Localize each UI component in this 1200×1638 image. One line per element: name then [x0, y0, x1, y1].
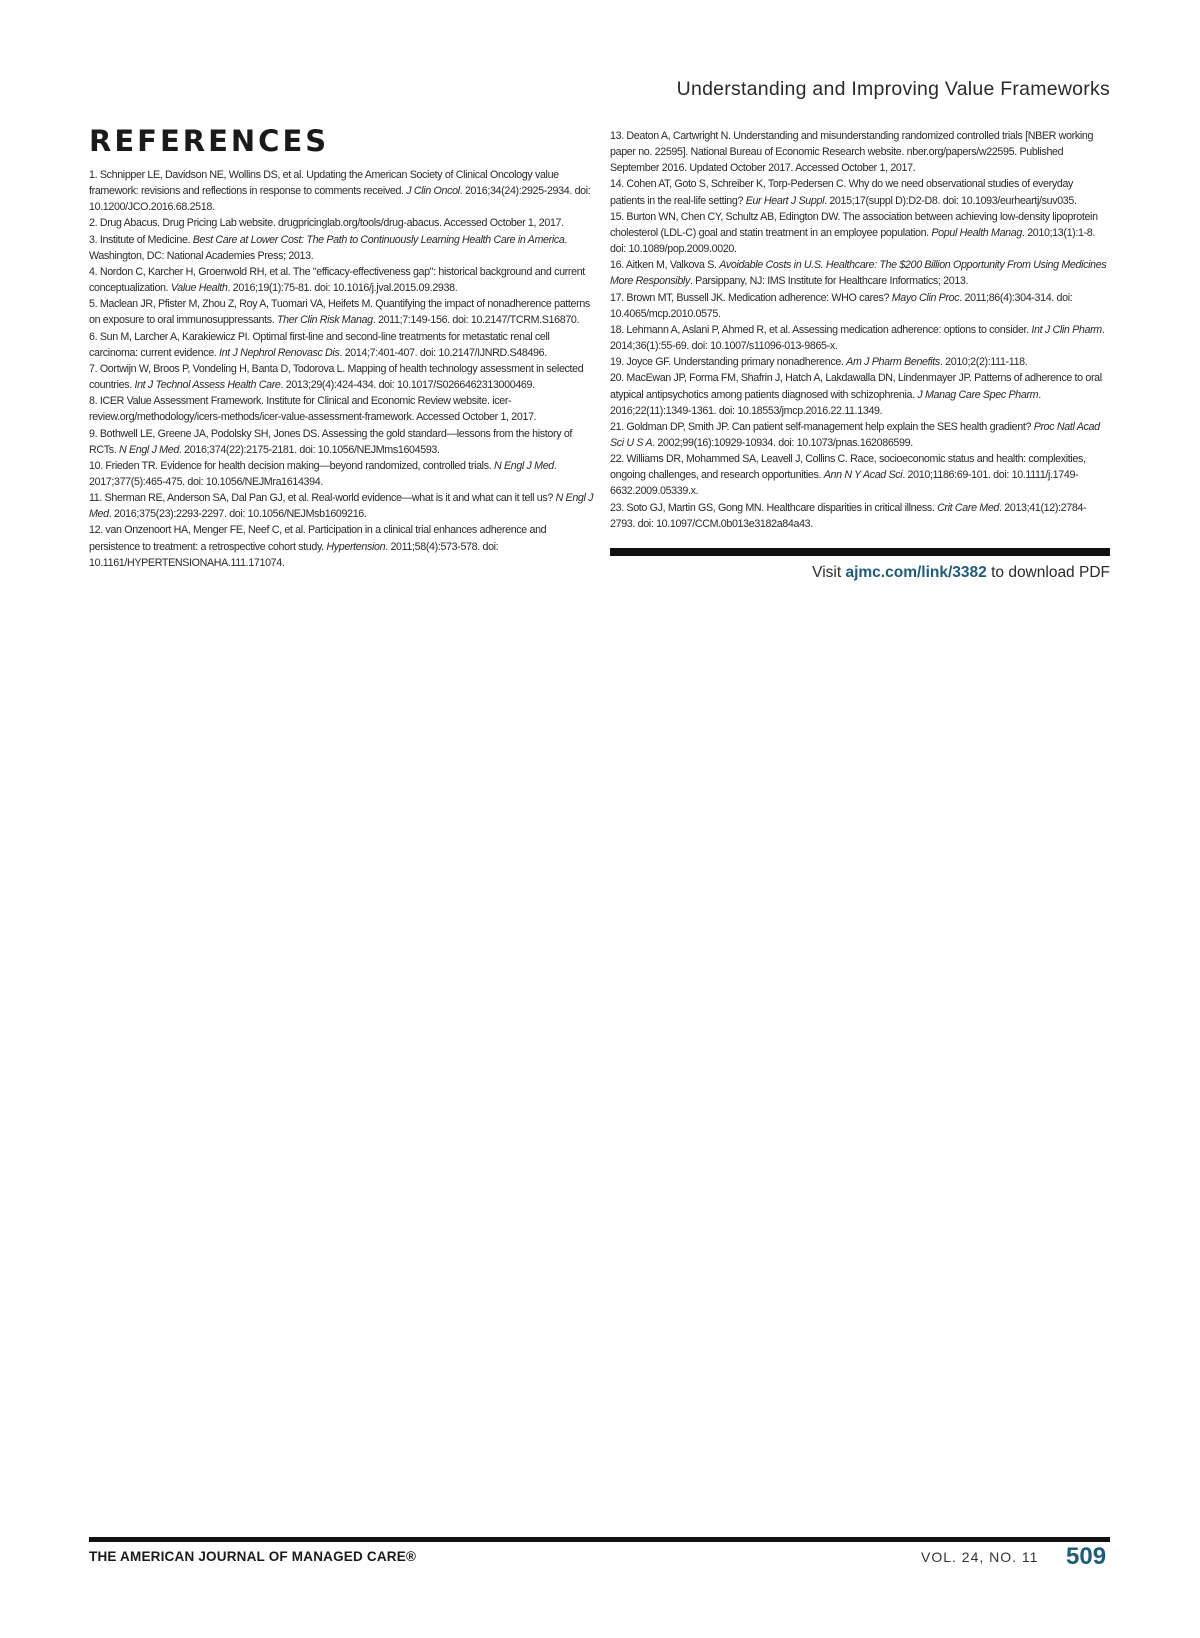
page-number: 509 [1066, 1543, 1107, 1570]
reference-item: 6. Sun M, Larcher A, Karakiewicz PI. Optimal first-line and second-line treatments for metastatic renal cell carcinoma: current evidence. Int J Nephrol Renovasc Dis. 2014;7:401-407. doi: 10.2147/IJNRD.S48496. [89, 330, 550, 359]
download-link[interactable]: ajmc.com/link/3382 [845, 564, 987, 581]
journal-name: THE AMERICAN JOURNAL OF MANAGED CARE® [89, 1549, 417, 1564]
divider-rule [610, 548, 1110, 556]
reference-item: 19. Joyce GF. Understanding primary nonadherence. Am J Pharm Benefits. 2010;2(2):111-118. [610, 356, 1028, 369]
footer-rule [89, 1537, 1110, 1542]
reference-item: 15. Burton WN, Chen CY, Schultz AB, Edington DW. The association between achieving low-density lipoprotein cholesterol (LDL-C) goal and statin treatment in an employee population. Popul Health Manag. 2010;13(1):1-8. doi: 10.1089/pop.2009.0020. [610, 210, 1098, 256]
reference-item: 18. Lehmann A, Aslani P, Ahmed R, et al. Assessing medication adherence: options to consider. Int J Clin Pharm. 2014;36(1):55-69. doi: 10.1007/s11096-013-9865-x. [610, 323, 1105, 353]
references-right-column [610, 128, 1110, 532]
volume-issue: VOL. 24, NO. 11 [921, 1549, 1039, 1565]
reference-item: 4. Nordon C, Karcher H, Groenwold RH, et al. The "efficacy-effectiveness gap": historical background and current conceptualization. Value Health. 2016;19(1):75-81. doi: 10.1016/j.jval.2015.09.2938. [89, 265, 585, 295]
reference-item: 1. Schnipper LE, Davidson NE, Wollins DS, et al. Updating the American Society of Clinical Oncology value framework: revisions and reflections in response to comments received. J Clin Oncol. 2016;34(24):2925-2934. doi: 10.1200/JCO.2016.68.2518. [89, 169, 591, 214]
reference-item: 8. ICER Value Assessment Framework. Institute for Clinical and Economic Review website. icer-review.org/methodology/icers-methods/icer-value-assessment-framework. Accessed October 1, 2017. [89, 395, 537, 424]
reference-item: 2. Drug Abacus. Drug Pricing Lab website. drugpricinglab.org/tools/drug-abacus. Accessed October 1, 2017. [89, 217, 564, 230]
references-left-column [89, 167, 594, 571]
download-prefix: Visit [812, 564, 846, 581]
running-head: Understanding and Improving Value Frameworks [676, 78, 1110, 100]
reference-item: 3. Institute of Medicine. Best Care at Lower Cost: The Path to Continuously Learning Health Care in America. Washington, DC: National Academies Press; 2013. [89, 233, 568, 262]
reference-item: 17. Brown MT, Bussell JK. Medication adherence: WHO cares? Mayo Clin Proc. 2011;86(4):304-314. doi: 10.4065/mcp.2010.0575. [610, 291, 1073, 320]
download-suffix: to download PDF [986, 564, 1110, 581]
reference-item: 21. Goldman DP, Smith JP. Can patient self-management help explain the SES health gradient? Proc Natl Acad Sci U S A. 2002;99(16):10929-10934. doi: 10.1073/pnas.162086599. [610, 420, 1100, 449]
reference-item: 23. Soto GJ, Martin GS, Gong MN. Healthcare disparities in critical illness. Crit Care Med. 2013;41(12):2784-2793. doi: 10.1097/CCM.0b013e3182a84a43. [610, 501, 1087, 530]
reference-item: 11. Sherman RE, Anderson SA, Dal Pan GJ, et al. Real-world evidence—what is it and what can it tell us? N Engl J Med. 2016;375(23):2293-2297. doi: 10.1056/NEJMsb1609216. [89, 492, 594, 521]
download-note [812, 564, 1110, 582]
reference-item: 14. Cohen AT, Goto S, Schreiber K, Torp-Pedersen C. Why do we need observational studies of everyday patients in the real-life setting? Eur Heart J Suppl. 2015;17(suppl D):D2-D8. doi: 10.1093/eurheartj/suv035. [610, 178, 1077, 207]
reference-item: 13. Deaton A, Cartwright N. Understanding and misunderstanding randomized controlled trials [NBER working paper no. 22595]. National Bureau of Economic Research website. nber.org/papers/w22595. Published September 2016. Updated October 2017. Accessed October 1, 2017. [610, 130, 1094, 175]
reference-item: 16. Aitken M, Valkova S. Avoidable Costs in U.S. Healthcare: The $200 Billion Opportunity From Using Medicines More Responsibly. Parsippany, NJ: IMS Institute for Healthcare Informatics; 2013. [610, 259, 1107, 288]
reference-item: 7. Oortwijn W, Broos P, Vondeling H, Banta D, Todorova L. Mapping of health technology assessment in selected countries. Int J Technol Assess Health Care. 2013;29(4):424-434. doi: 10.1017/S0266462313000469. [89, 362, 584, 392]
reference-item: 9. Bothwell LE, Greene JA, Podolsky SH, Jones DS. Assessing the gold standard—lessons from the history of RCTs. N Engl J Med. 2016;374(22):2175-2181. doi: 10.1056/NEJMms1604593. [89, 427, 573, 456]
section-heading: REFERENCES [89, 124, 330, 158]
reference-item: 5. Maclean JR, Pfister M, Zhou Z, Roy A, Tuomari VA, Heifets M. Quantifying the impact of nonadherence patterns on exposure to oral immunosuppressants. Ther Clin Risk Manag. 2011;7:149-156. doi: 10.2147/TCRM.S16870. [89, 298, 590, 327]
reference-item: 12. van Onzenoort HA, Menger FE, Neef C, et al. Participation in a clinical trial enhances adherence and persistence to treatment: a retrospective cohort study. Hypertension. 2011;58(4):573-578. doi: 10.1161/HYPERTENSIONAHA.111.171074. [89, 524, 547, 569]
reference-item: 20. MacEwan JP, Forma FM, Shafrin J, Hatch A, Lakdawalla DN, Lindenmayer JP. Patterns of adherence to oral atypical antipsychotics among patients diagnosed with schizophrenia. J Manag Care Spec Pharm. 2016;22(11):1349-1361. doi: 10.18553/jmcp.2016.22.11.1349. [610, 372, 1102, 417]
reference-item: 10. Frieden TR. Evidence for health decision making—beyond randomized, controlled trials. N Engl J Med. 2017;377(5):465-475. doi: 10.1056/NEJMra1614394. [89, 459, 557, 488]
reference-item: 22. Williams DR, Mohammed SA, Leavell J, Collins C. Race, socioeconomic status and health: complexities, ongoing challenges, and research opportunities. Ann N Y Acad Sci. 2010;1186:69-101. doi: 10.1111/j.1749-6632.2009.05339.x. [610, 453, 1086, 498]
